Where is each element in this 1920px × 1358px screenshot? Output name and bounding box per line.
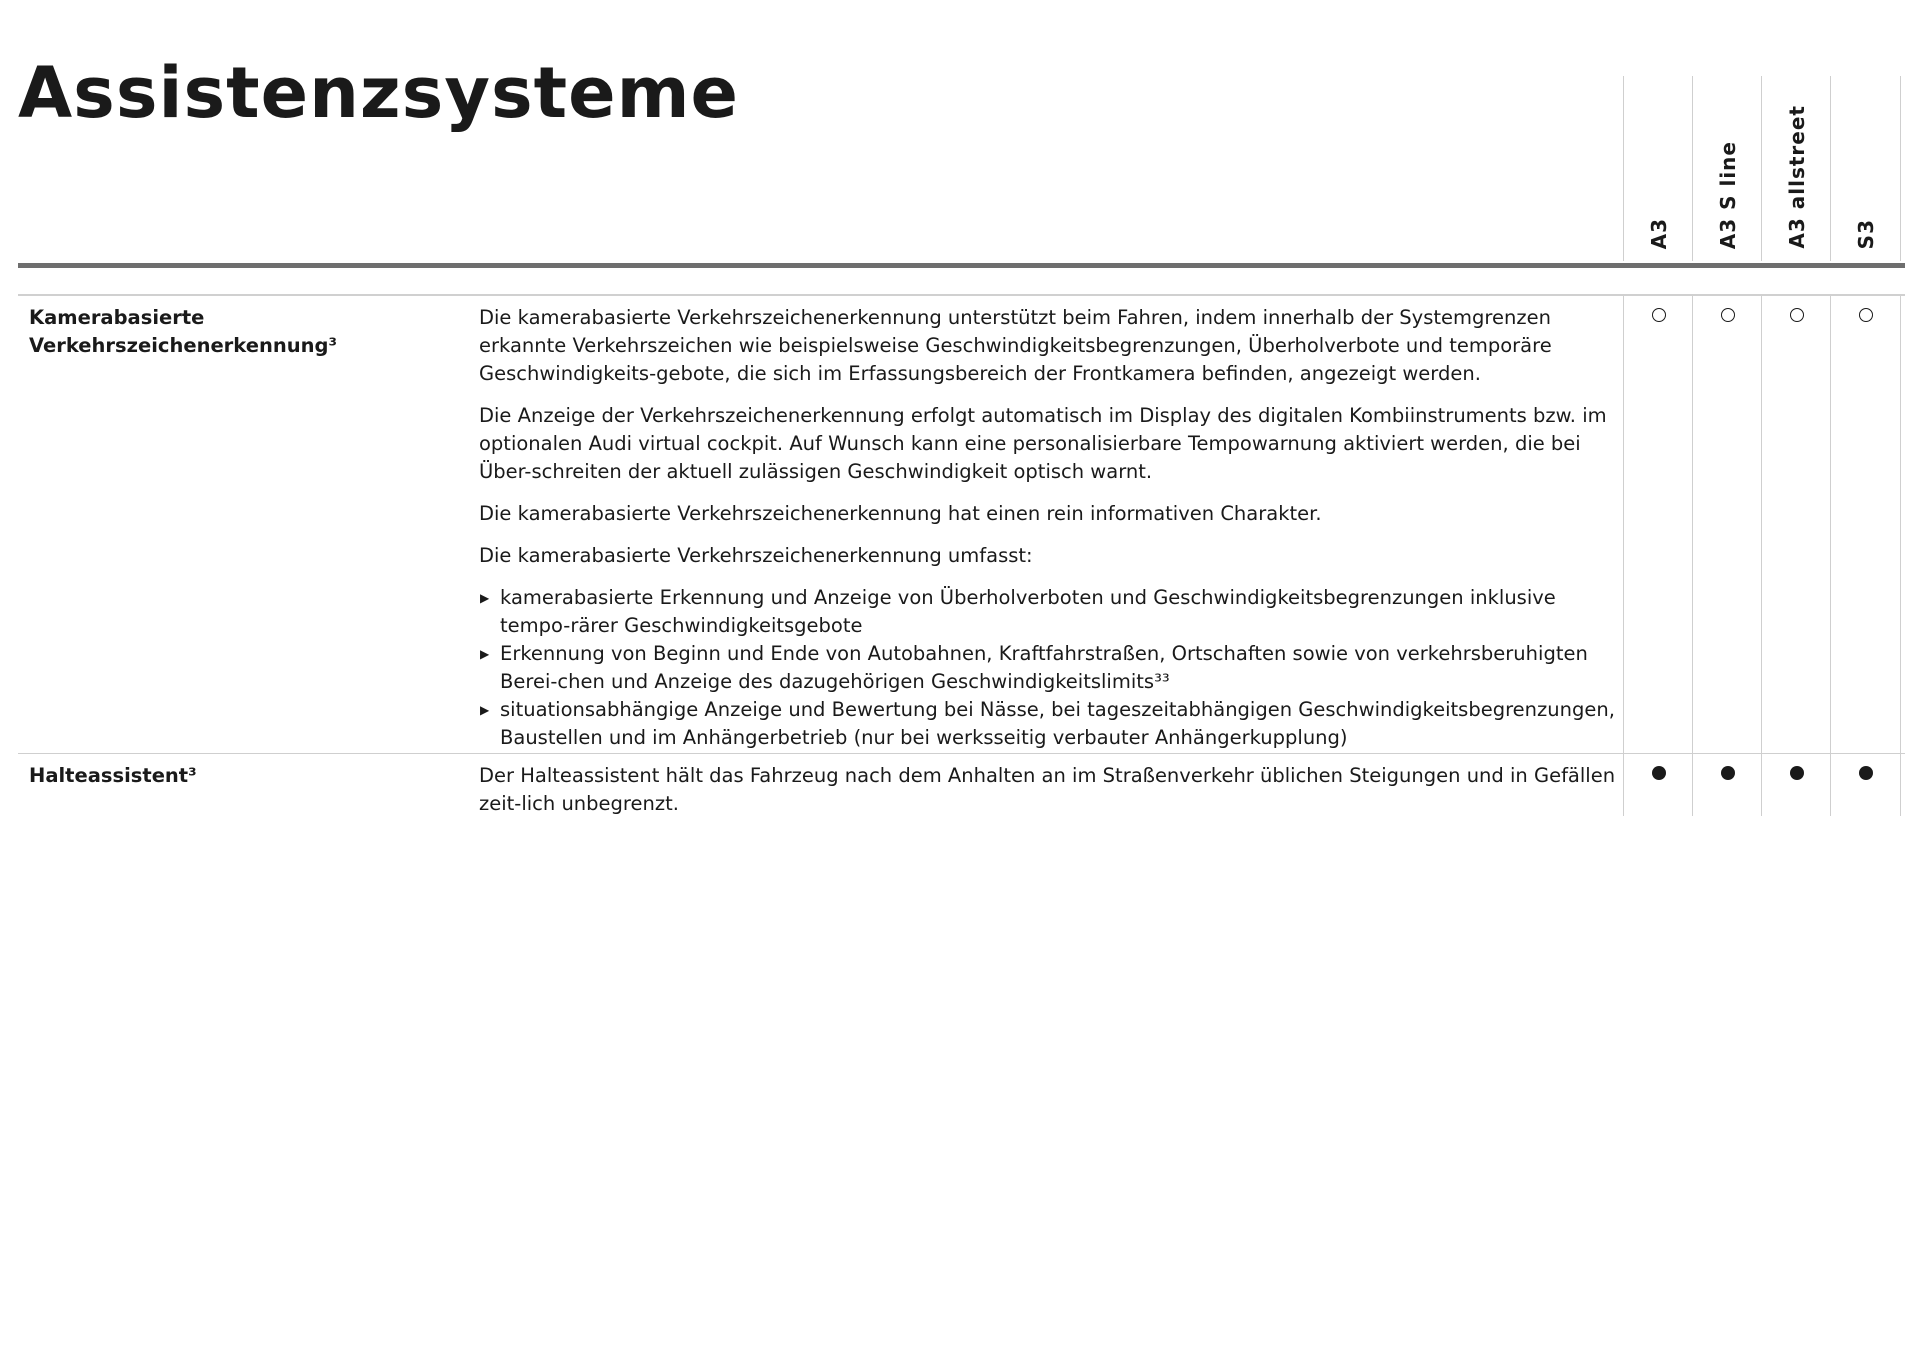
feature-description (479, 304, 1621, 752)
column-label: S3 (1853, 218, 1878, 249)
column-header-a3-allstreet (1761, 76, 1831, 261)
standard-icon (1721, 766, 1735, 780)
description-paragraph: Die Anzeige der Verkehrszeichenerkennung erfolgt automatisch im Display des digitalen Kombiinstruments bzw. im optionalen Audi virtual cockpit. Auf Wunsch kann eine personalisierbare Tempowarnung aktiviert werden, die bei Über-schreiten der aktuell zulässigen Geschwindigkeit optisch warnt. (479, 404, 1607, 483)
availability-cell (1761, 296, 1831, 753)
feature-description (479, 762, 1621, 832)
availability-cell (1692, 754, 1762, 816)
column-label: A3 S line (1715, 140, 1740, 249)
optional-icon (1859, 308, 1873, 322)
column-label: A3 (1646, 217, 1671, 249)
feature-name: Halteassistent³ (29, 764, 197, 787)
description-paragraph: Der Halteassistent hält das Fahrzeug nach dem Anhalten an im Straßenverkehr üblichen Steigungen und in Gefällen zeit-lich unbegrenzt. (479, 764, 1616, 815)
triangle-bullet-icon: ▶ (480, 703, 490, 717)
column-header-a3-s-line (1692, 76, 1762, 261)
optional-icon (1790, 308, 1804, 322)
feature-bullet-list (479, 584, 1621, 752)
optional-icon (1721, 308, 1735, 322)
table-row (18, 296, 1905, 753)
availability-cell (1623, 296, 1693, 753)
list-item: ▶ kamerabasierte Erkennung und Anzeige von Überholverboten und Geschwindigkeitsbegrenzungen inklusive tempo-rärer Geschwindigkeitsgebote (480, 586, 1556, 637)
feature-name: Kamerabasierte Verkehrszeichenerkennung³ (29, 306, 337, 357)
availability-cell (1830, 296, 1901, 753)
header-rule (18, 263, 1905, 268)
availability-cell (1623, 754, 1693, 816)
availability-cell (1761, 754, 1831, 816)
description-paragraph: Die kamerabasierte Verkehrszeichenerkennung umfasst: (479, 544, 1033, 567)
list-item: ▶ Erkennung von Beginn und Ende von Autobahnen, Kraftfahrstraßen, Ortschaften sowie von verkehrsberuhigten Berei-chen und Anzeige des dazugehörigen Geschwindigkeitslimits³³ (480, 642, 1588, 693)
column-header-a3 (1623, 76, 1693, 261)
table-row (18, 754, 1905, 816)
column-label: A3 allstreet (1784, 105, 1809, 249)
standard-icon (1790, 766, 1804, 780)
availability-cell (1830, 754, 1901, 816)
optional-icon (1652, 308, 1666, 322)
availability-cell (1692, 296, 1762, 753)
page-title: Assistenzsysteme (18, 52, 739, 134)
column-header-s3 (1830, 76, 1901, 261)
standard-icon (1859, 766, 1873, 780)
description-paragraph: Die kamerabasierte Verkehrszeichenerkennung unterstützt beim Fahren, indem innerhalb der Systemgrenzen erkannte Verkehrszeichen wie beispielsweise Geschwindigkeitsbegrenzungen, Überholverbote und temporäre Geschwindigkeits-gebote, die sich im Erfassungsbereich der Frontkamera befinden, angezeigt werden. (479, 306, 1552, 385)
triangle-bullet-icon: ▶ (480, 647, 490, 661)
description-paragraph: Die kamerabasierte Verkehrszeichenerkennung hat einen rein informativen Charakter. (479, 502, 1322, 525)
list-item: ▶ situationsabhängige Anzeige und Bewertung bei Nässe, bei tageszeitabhängigen Geschwindigkeitsbegrenzungen, Baustellen und im Anhängerbetrieb (nur bei werksseitig verbauter Anhängerkupplung) (480, 698, 1615, 749)
triangle-bullet-icon: ▶ (480, 591, 490, 605)
standard-icon (1652, 766, 1666, 780)
